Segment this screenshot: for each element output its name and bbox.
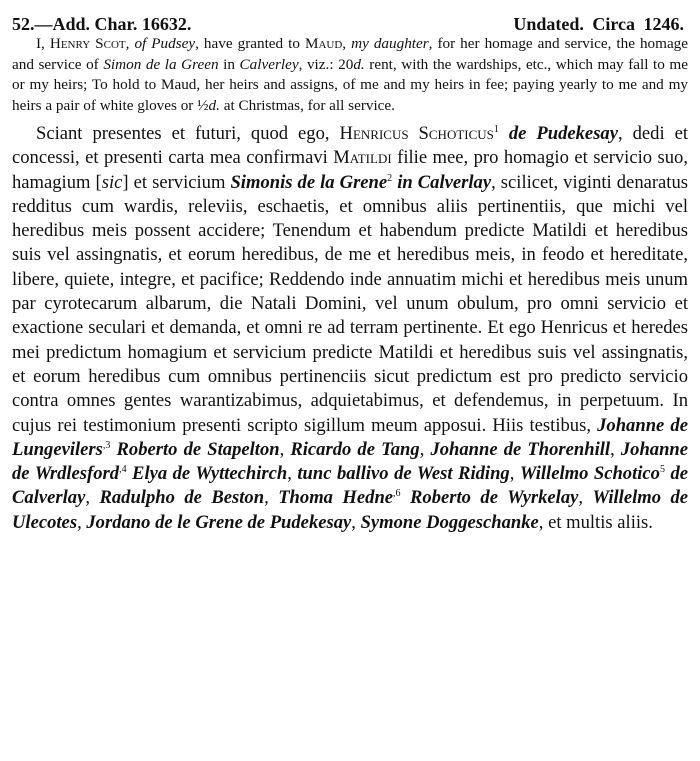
charter-heading — [12, 14, 684, 34]
footnote-marker: 2 — [387, 172, 393, 184]
italic-term: Willelmo de Ulecotes — [12, 487, 689, 533]
italic-term: Johanne de Wrdlesford — [12, 438, 689, 485]
text-run: , dedi et concessi, et presenti carta mea confirmavi — [12, 123, 688, 169]
text-run: , — [351, 511, 361, 533]
italic-term: Symone Doggeschanke — [360, 511, 539, 533]
text-run: rent, with the wardships, etc., which may fall to me or my heirs; To hold to Maud, her heirs and assigns, of me and my heirs in fee; paying yearly to me and my heirs a pair of white gloves or ½ — [12, 55, 688, 114]
text-run: , — [578, 487, 593, 509]
italic-term: Elya de Wyttechirch — [132, 463, 288, 485]
footnote-marker: ,3 — [102, 439, 111, 451]
italic-term: Calverley — [239, 55, 299, 73]
text-run: , — [287, 463, 298, 485]
text-run: , scilicet, viginti denaratus redditus cum wardis, releviis, eschaetis, et omnibus aliis pertinentiis, que michi vel heredibus meis possent accidere; Tenendum et habendum predicte Matildi et heredibus suis vel assingnatis, et eorum heredibus, de me et heredibus meis, in feodo et hereditate, libere, quiete, integre, et pacifice; Reddendo inde annuatim michi et heredibus meis unum par cyrotecarum albarum, die Natali Domini, vel unum obulum, pro omni servicio et exactione seculari et demanda, et omni re ad terram pertinente. Et ego Henricus et heredes mei predictum homagium et servicium predicte Matildi et heredibus suis vel assingnatis, et eorum heredibus cum omnibus pertinenciis sicut predictum est pro predicto servicio contra omnes gentes warantizabimus, adquietabimus, et defendemus, in perpetuum. In cujus rei testimonium presenti scripto sigillum meum apposui. Hiis testibus, — [12, 171, 689, 436]
charter-number: 52.—Add. Char. 16632. — [12, 14, 192, 34]
italic-term: Roberto de Stapelton — [116, 438, 280, 460]
italic-term: d. — [208, 96, 220, 114]
footnote-marker: ,6 — [393, 488, 401, 500]
text-run: ] et servicium — [122, 171, 231, 193]
italic-term: in Calverlay — [397, 171, 492, 193]
text-run — [401, 487, 410, 508]
text-run: , — [419, 438, 431, 460]
english-summary — [12, 34, 688, 116]
text-run: , — [279, 438, 291, 460]
italic-term: of Pudsey — [134, 35, 196, 52]
small-caps-name: Maud — [304, 35, 343, 52]
italic-term: Roberto de Wyrkelay — [410, 487, 579, 509]
text-run: in — [218, 55, 240, 73]
text-run: , — [85, 487, 100, 509]
italic-term: Thoma Hedne — [278, 487, 394, 509]
italic-term: sic — [101, 171, 123, 193]
small-caps-name: Henricus Schoticus — [339, 123, 494, 144]
text-run: , viz.: 20 — [298, 55, 354, 73]
text-run: I, — [36, 35, 50, 52]
text-run: filie mee, pro homagio et servicio suo, hamagium [ — [12, 147, 688, 193]
text-run: , for her homage and service, the homage and service of — [12, 35, 689, 73]
italic-term: Johanne de Thorenhill — [430, 438, 611, 460]
italic-term: de Calverlay — [12, 463, 689, 509]
italic-term: Simonis de la Grene — [230, 171, 388, 193]
text-run: , — [509, 463, 520, 485]
text-run: , et multis aliis. — [538, 511, 653, 533]
italic-term: Simon de la Green — [103, 55, 219, 73]
italic-term: d. — [353, 55, 365, 73]
small-caps-name: Matildi — [333, 147, 392, 169]
footnote-marker: ,4 — [119, 463, 127, 475]
text-run: , have granted to — [195, 35, 305, 52]
text-run: , — [77, 511, 87, 533]
footnote-marker: 1 — [493, 123, 499, 135]
italic-term: Radulpho de Beston — [99, 487, 265, 509]
cut-off-next-line — [34, 755, 684, 761]
italic-term: de Pudekesay — [508, 123, 618, 144]
italic-term: Ricardo de Tang — [290, 438, 420, 460]
text-run: , — [125, 35, 135, 52]
text-run: Sciant presentes et futuri, quod ego, — [36, 123, 340, 144]
italic-term: tunc ballivo de West Riding — [297, 463, 510, 485]
small-caps-name: Henry Scot — [49, 35, 126, 52]
text-run: , — [264, 487, 279, 509]
italic-term: Willelmo Schotico — [519, 463, 660, 485]
text-run: at Christmas, for all service. — [219, 96, 395, 114]
footnote-marker: 5 — [659, 463, 665, 475]
italic-term: Johanne de Lungevilers — [12, 414, 688, 460]
italic-term: my daughter — [351, 35, 429, 52]
text-run: , — [610, 438, 621, 460]
text-run — [499, 123, 509, 144]
latin-charter-text — [12, 122, 688, 535]
italic-term: Jordano de le Grene de Pudekesay — [86, 511, 352, 533]
charter-date: Undated. Circa 1246. — [513, 14, 684, 34]
text-run: , — [342, 35, 352, 52]
